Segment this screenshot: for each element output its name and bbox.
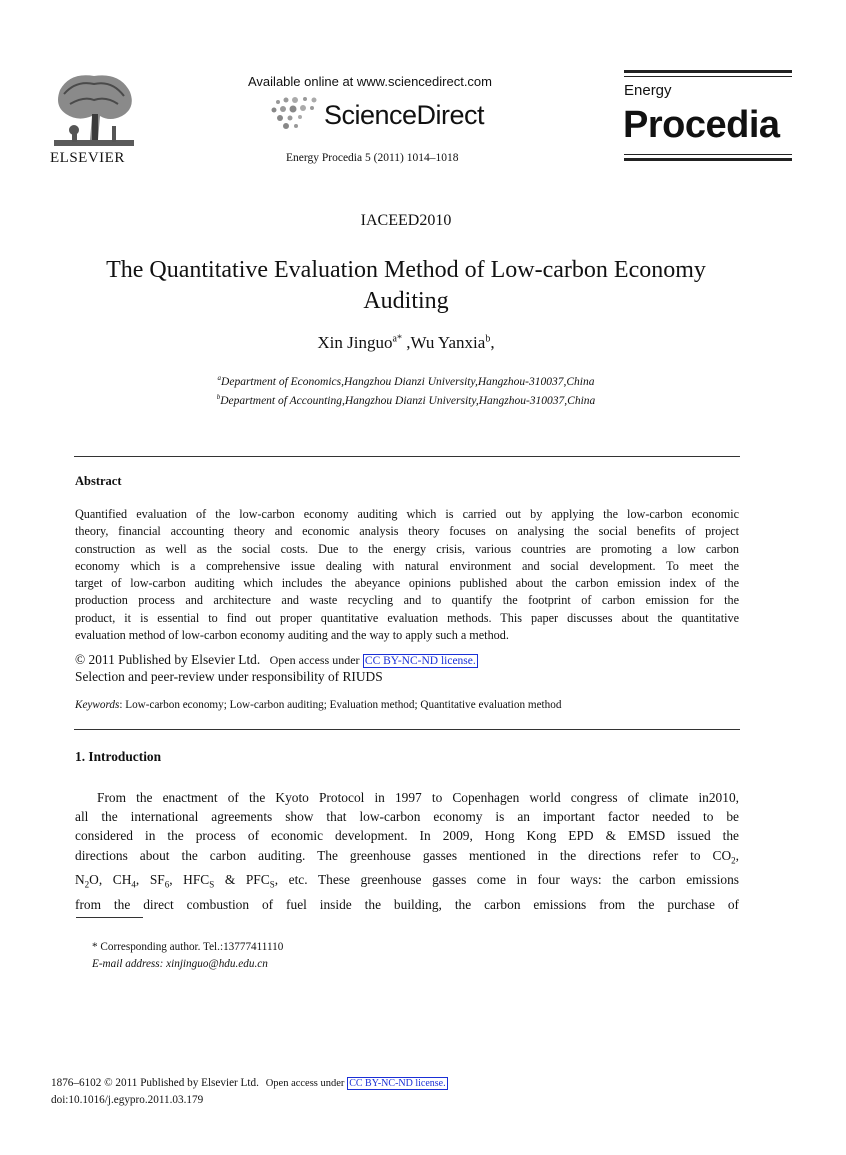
sciencedirect-dots-icon <box>270 96 324 132</box>
author-separator: , <box>401 333 411 352</box>
footer-issn-line <box>51 1077 448 1089</box>
journal-name-line2: Procedia <box>623 104 780 146</box>
keywords-label: Keywords <box>75 699 120 711</box>
abstract-heading: Abstract <box>75 474 122 488</box>
paper-title <box>0 255 812 317</box>
affiliations <box>0 371 812 409</box>
intro-line: From the enactment of the Kyoto Protocol in 1997 to Copenhagen world congress of climate in2010, <box>97 790 739 805</box>
author-name-1: Xin Jinguo <box>317 333 393 352</box>
abstract-line: production process and architecture and waste recycling and to quantify the footprint of carbon emission for the <box>75 593 739 608</box>
footer-license-link[interactable]: CC BY-NC-ND license. <box>349 1078 446 1089</box>
footnote-email: E-mail address: xinjinguo@hdu.edu.cn <box>92 958 268 970</box>
abstract-line: target of low-carbon auditing which includes the abeyance opinions published about the carbon emission index of the <box>75 576 739 591</box>
intro-line: from the direct combustion of fuel inside the building, the carbon emissions from the purchase of <box>75 897 739 913</box>
abstract-line: theory, financial accounting theory and economic analysis theory focuses on analysing the social benefits of project <box>75 524 739 539</box>
license-link[interactable]: CC BY-NC-ND license. <box>364 655 476 667</box>
logo-rule-top-thin <box>624 76 792 77</box>
available-online-text: Available online at www.sciencedirect.com <box>248 74 492 89</box>
author-affil-mark-1: a* <box>392 333 402 345</box>
author-affil-mark-2: b <box>485 333 491 345</box>
abstract-line: Quantified evaluation of the low-carbon economy auditing which is carried out by applying the low-carbon economic <box>75 507 739 521</box>
copyright-text: © 2011 Published by Elsevier Ltd. <box>75 652 261 667</box>
abstract-top-rule <box>74 456 740 457</box>
journal-citation: Energy Procedia 5 (2011) 1014–1018 <box>286 152 459 164</box>
title-line-1: The Quantitative Evaluation Method of Low-carbon Economy <box>106 257 706 283</box>
footnote-mark: * <box>92 941 98 953</box>
section-heading: 1. Introduction <box>75 749 162 764</box>
elsevier-tree-icon <box>50 70 138 150</box>
author-list <box>0 333 812 353</box>
intro-line: directions about the carbon auditing. The greenhouse gasses mentioned in the directions refer to $CO_2$, <box>75 847 739 866</box>
sciencedirect-logo <box>270 96 500 136</box>
abstract-body <box>75 506 739 644</box>
title-line-2: Auditing <box>363 288 449 314</box>
elsevier-logo <box>50 70 138 166</box>
affiliation-b: $^b$Department of Accounting,Hangzhou Dianzi University,Hangzhou-310037,China <box>216 392 596 407</box>
footnote-author: * Corresponding author. Tel.:13777411110 <box>92 941 284 953</box>
conference-name: IACEED2010 <box>360 212 452 229</box>
keywords-line <box>75 699 561 711</box>
abstract-line: product, it is essential to find out proper quantitative evaluation methods. This paper discusses about the quantitative <box>75 610 739 625</box>
abstract-line: evaluation method of low-carbon economy auditing and the way to apply such a method. <box>75 628 509 643</box>
footer-issn: 1876–6102 © 2011 Published by Elsevier Ltd. <box>51 1077 259 1089</box>
keywords-text: : Low-carbon economy; Low-carbon auditing; Evaluation method; Quantitative evaluation method <box>119 699 562 711</box>
peer-review-line: Selection and peer-review under responsibility of RIUDS <box>75 669 383 684</box>
author-name-2: Wu Yanxia <box>410 333 486 352</box>
copyright-line <box>75 652 478 668</box>
affiliation-a: $^a$Department of Economics,Hangzhou Dianzi University,Hangzhou-310037,China <box>217 374 595 388</box>
abstract-bottom-rule <box>74 729 740 730</box>
publisher-name: ELSEVIER <box>50 150 125 166</box>
journal-name-line1: Energy <box>624 82 672 99</box>
energy-procedia-logo <box>624 70 792 166</box>
intro-line: considered in the process of economic development. In 2009, Hong Kong EPD & EMSD issued the <box>75 828 739 844</box>
logo-rule-top <box>624 70 792 73</box>
open-access-text: Open access under <box>269 653 360 667</box>
footer-open-access: Open access under <box>265 1078 345 1089</box>
introduction-body <box>75 788 739 915</box>
intro-line: $N_2O$, $CH_4$, $SF_6$, $HFC_S$ & $PFC_S$, etc. These greenhouse gasses come in four ways: the carbon emissions <box>75 872 739 891</box>
author-trailing-comma: , <box>490 333 495 352</box>
footer-doi: doi:10.1016/j.egypro.2011.03.179 <box>51 1094 204 1106</box>
sciencedirect-wordmark: ScienceDirect <box>324 100 485 130</box>
intro-line: all the international agreements show that low-carbon economy is an important factor needed to be <box>75 809 739 825</box>
logo-rule-bottom <box>624 158 792 161</box>
logo-rule-bottom-thin <box>624 154 792 155</box>
footnote-rule <box>76 917 143 918</box>
abstract-line: construction as well as the social costs. Due to the energy crisis, various countries are promoting a low carbon <box>75 541 739 556</box>
abstract-line: economy which is a comprehensive issue dealing with natural environment and social development. To meet the <box>75 558 739 573</box>
